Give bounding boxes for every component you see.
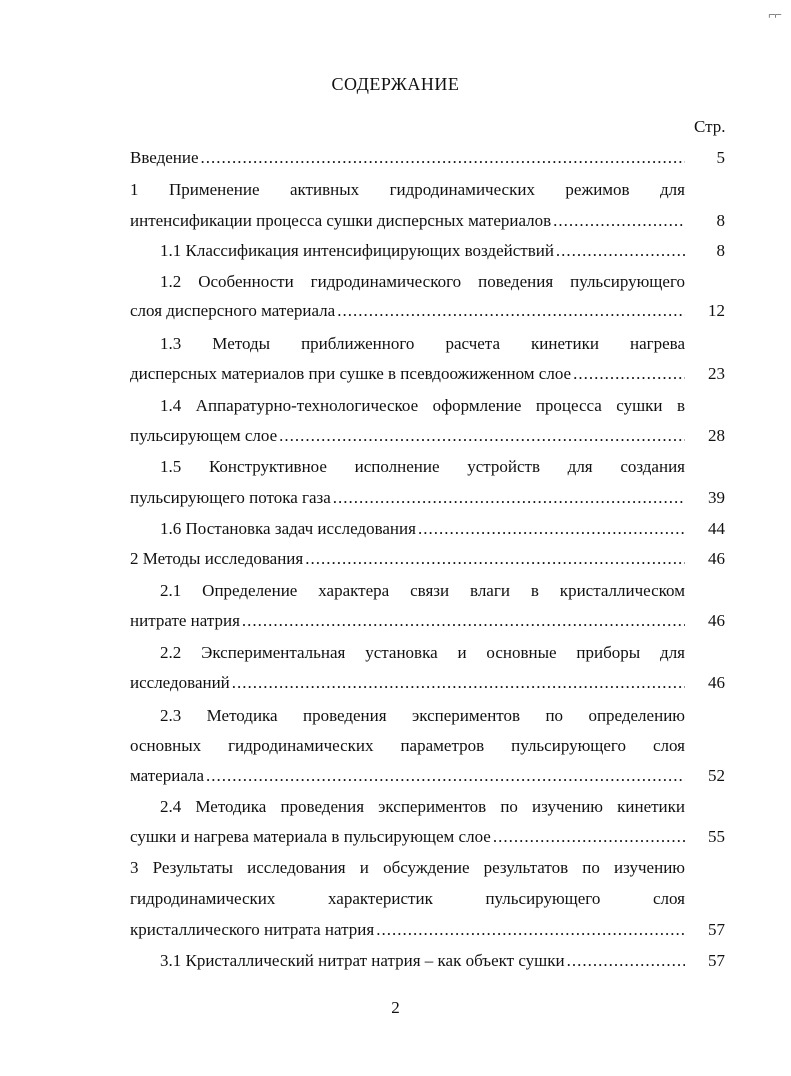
toc-entry-chapter-1[interactable]: 1 Применение активных гидродинамических режимов для xyxy=(130,180,685,199)
toc-entry-text: кристаллического нитрата натрия xyxy=(130,920,375,939)
toc-entry-intro[interactable] xyxy=(130,147,685,169)
page-column-label: Стр. xyxy=(694,117,726,136)
toc-page-number: 39 xyxy=(708,488,725,507)
toc-entry-1-2-cont[interactable] xyxy=(130,300,685,322)
toc-page-number: 52 xyxy=(708,766,725,785)
toc-entry-2-2[interactable]: 2.2 Экспериментальная установка и основные приборы для xyxy=(160,643,685,662)
toc-entry-text: дисперсных материалов при сушке в псевдоожиженном слое xyxy=(130,364,572,383)
toc-entry-text: интенсификации процесса сушки дисперсных материалов xyxy=(130,211,552,230)
toc-entry-3-1[interactable] xyxy=(160,950,685,972)
toc-entry-text: исследований xyxy=(130,673,230,692)
page-number: 2 xyxy=(391,998,400,1017)
toc-page-number: 23 xyxy=(708,364,725,383)
toc-entry-1-3-cont[interactable] xyxy=(130,363,685,385)
toc-entry-chapter-3-cont2[interactable] xyxy=(130,919,685,941)
toc-entry-text: Введение xyxy=(130,148,199,167)
toc-entry-1-2[interactable]: 1.2 Особенности гидродинамического поведения пульсирующего xyxy=(160,272,685,291)
toc-entry-text: 1.6 Постановка задач исследования xyxy=(160,519,416,538)
toc-page-number: 46 xyxy=(708,673,725,692)
scan-corner-mark: ⌐⌐ xyxy=(768,7,781,22)
toc-entry-text: нитрате натрия xyxy=(130,611,240,630)
toc-page-number: 46 xyxy=(708,549,725,568)
toc-page-number: 8 xyxy=(716,241,725,260)
toc-entry-2-1[interactable]: 2.1 Определение характера связи влаги в кристаллическом xyxy=(160,581,685,600)
toc-entry-2-3[interactable]: 2.3 Методика проведения экспериментов по определению xyxy=(160,706,685,725)
toc-entry-chapter-3-cont[interactable]: гидродинамических характеристик пульсирующего слоя xyxy=(130,889,685,908)
toc-entry-1-4[interactable]: 1.4 Аппаратурно-технологическое оформление процесса сушки в xyxy=(160,396,685,415)
toc-entry-2-4[interactable]: 2.4 Методика проведения экспериментов по изучению кинетики xyxy=(160,797,685,816)
toc-page-number: 55 xyxy=(708,827,725,846)
toc-entry-2-4-cont[interactable] xyxy=(130,826,685,848)
toc-page-number: 12 xyxy=(708,301,725,320)
toc-entry-1-5-cont[interactable] xyxy=(130,487,685,509)
page-title: СОДЕРЖАНИЕ xyxy=(331,74,460,94)
toc-entry-text: слоя дисперсного материала xyxy=(130,301,336,320)
toc-entry-text: пульсирующего потока газа xyxy=(130,488,331,507)
toc-page-number: 28 xyxy=(708,426,725,445)
toc-entry-chapter-3[interactable]: 3 Результаты исследования и обсуждение результатов по изучению xyxy=(130,858,685,877)
toc-page-number: 46 xyxy=(708,611,725,630)
toc-page-number: 8 xyxy=(716,211,725,230)
toc-entry-2-2-cont[interactable] xyxy=(130,672,685,694)
toc-entry-chapter-2[interactable] xyxy=(130,548,685,570)
toc-entry-1-1[interactable] xyxy=(160,240,685,262)
toc-entry-2-3-cont[interactable]: основных гидродинамических параметров пульсирующего слоя xyxy=(130,736,685,755)
toc-entry-1-4-cont[interactable] xyxy=(130,425,685,447)
toc-entry-1-5[interactable]: 1.5 Конструктивное исполнение устройств для создания xyxy=(160,457,685,476)
toc-entry-text: пульсирующем слое xyxy=(130,426,278,445)
toc-page-number: 57 xyxy=(708,920,725,939)
toc-entry-text: 2 Методы исследования xyxy=(130,549,304,568)
toc-entry-text: материала xyxy=(130,766,205,785)
toc-page-number: 57 xyxy=(708,951,725,970)
toc-entry-text: 3.1 Кристаллический нитрат натрия – как объект сушки xyxy=(160,951,565,970)
toc-entry-1-6[interactable] xyxy=(160,518,685,540)
toc-entry-text: сушки и нагрева материала в пульсирующем слое xyxy=(130,827,491,846)
toc-entry-text: 1.1 Классификация интенсифицирующих воздействий xyxy=(160,241,554,260)
toc-entry-2-1-cont[interactable] xyxy=(130,610,685,632)
toc-page-number: 44 xyxy=(708,519,725,538)
toc-entry-2-3-cont2[interactable] xyxy=(130,765,685,787)
toc-page-number: 5 xyxy=(716,148,725,167)
toc-entry-1-3[interactable]: 1.3 Методы приближенного расчета кинетики нагрева xyxy=(160,334,685,353)
toc-entry-chapter-1-cont[interactable] xyxy=(130,210,685,232)
